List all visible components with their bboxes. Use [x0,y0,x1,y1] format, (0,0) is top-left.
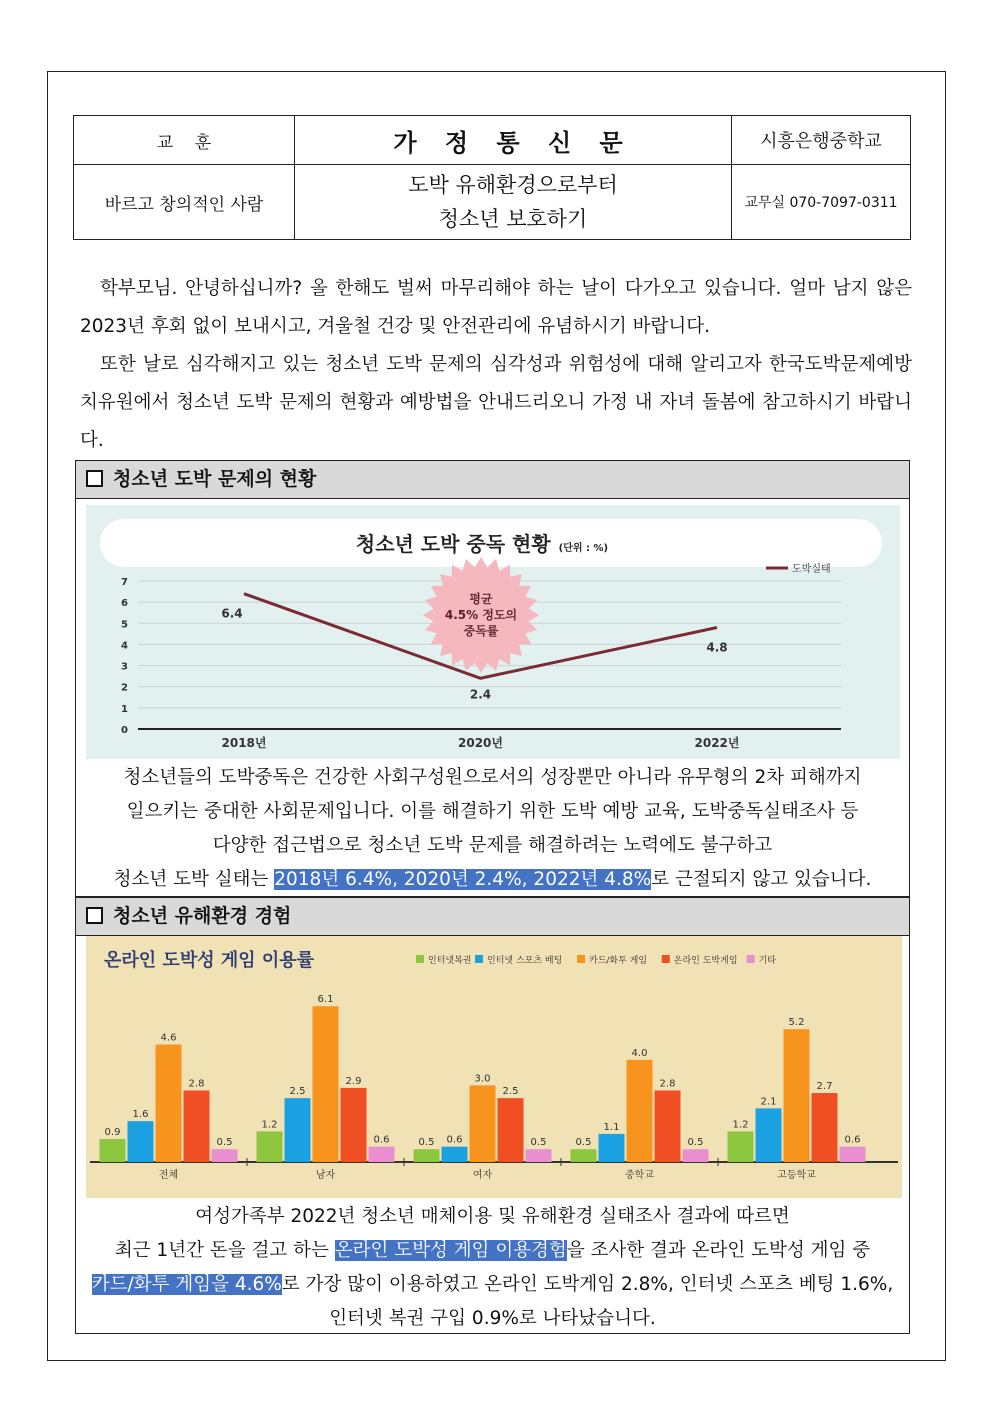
bar-value-label: 2.5 [289,1086,306,1098]
legend-label: 카드/화투 게임 [589,956,648,966]
section-1-caption [76,761,909,897]
legend-swatch [577,955,585,963]
data-label: 2.4 [469,687,492,702]
bar-고등학교-인터넷 스포츠 배팅 [756,1108,782,1162]
bar-중학교-온라인 도박게임 [655,1090,681,1162]
y-tick-label: 1 [121,703,128,715]
section-1-heading: 청소년 도박 문제의 현황 [75,460,910,499]
bar-여자-카드/화투 게임 [470,1085,496,1162]
y-tick-label: 7 [121,577,128,588]
data-label: 4.8 [706,640,728,655]
legend-swatch [475,955,483,963]
bar-여자-인터넷복권 [414,1149,440,1162]
bar-value-label: 0.5 [687,1137,704,1149]
section-2-heading: 청소년 유해환경 경험 [75,897,910,936]
category-label: 남자 [315,1170,336,1181]
caption-line: 인터넷 복권 구입 0.9%로 나타났습니다. [329,1308,656,1329]
bar-고등학교-인터넷복권 [728,1131,754,1162]
bar-전체-카드/화투 게임 [156,1045,182,1162]
chart-title: 청소년 도박 중독 현황 (단위 : %) [355,532,609,556]
bar-고등학교-온라인 도박게임 [812,1093,838,1162]
motto-label: 교 훈 [74,116,295,165]
bar-중학교-인터넷복권 [571,1149,597,1162]
bar-value-label: 0.6 [844,1134,861,1146]
section-1-body [75,499,910,897]
caption-line: 청소년들의 도박중독은 건강한 사회구성원으로서의 성장뿐만 아니라 유무형의 2차 피해까지 [123,767,862,788]
bar-남자-카드/화투 게임 [313,1006,339,1162]
bar-고등학교-카드/화투 게임 [784,1029,810,1162]
y-tick-label: 3 [121,661,128,673]
bar-value-label: 0.5 [575,1137,592,1149]
legend-swatch [747,955,755,963]
bar-중학교-인터넷 스포츠 배팅 [599,1134,625,1162]
school-motto: 바르고 창의적인 사람 [74,165,295,240]
online-gambling-bar-chart [86,936,902,1198]
section-2-body [75,936,910,1334]
bar-value-label: 4.0 [631,1047,648,1059]
bar-여자-기타 [526,1149,552,1162]
bar-value-label: 5.2 [788,1017,805,1029]
bar-value-label: 0.9 [104,1127,121,1139]
intro-text [80,270,912,460]
chart-title: 온라인 도박성 게임 이용률 [104,950,315,971]
x-tick-label: 2020년 [458,736,503,750]
letter-subtitle: 도박 유해환경으로부터 청소년 보호하기 [295,165,732,240]
bar-남자-인터넷 스포츠 배팅 [285,1098,311,1162]
y-tick-label: 4 [121,640,128,652]
bar-value-label: 6.1 [317,994,334,1006]
checkbox-square-icon [86,470,103,487]
letter-title: 가 정 통 신 문 [295,116,732,165]
bar-여자-인터넷 스포츠 배팅 [442,1147,468,1162]
school-name: 시흥은행중학교 [732,116,911,165]
badge-text: 중독률 [463,624,499,638]
bar-남자-인터넷복권 [257,1131,283,1162]
caption-line: 카드/화투 게임을 4.6%로 가장 많이 이용하였고 온라인 도박게임 2.8%, 인터넷 스포츠 베팅 1.6%, [91,1274,894,1295]
bar-value-label: 0.6 [373,1134,390,1146]
bar-value-label: 2.1 [760,1096,777,1108]
bar-전체-기타 [212,1149,238,1162]
legend-label: 인터넷복권 [428,956,472,966]
letter-header-table [73,115,911,240]
bar-value-label: 4.6 [160,1032,177,1044]
x-tick-label: 2018년 [221,736,267,750]
y-tick-label: 5 [121,619,128,631]
legend-swatch [416,955,424,963]
x-tick-label: 2022년 [694,736,740,750]
bar-value-label: 2.9 [345,1075,362,1087]
category-label: 중학교 [625,1170,654,1181]
bar-value-label: 0.5 [530,1137,547,1149]
legend-label: 온라인 도박게임 [673,956,738,966]
bar-전체-인터넷복권 [100,1139,126,1162]
legend-label: 기타 [758,956,776,966]
chart-unit-label: (단위 : %) [558,543,609,554]
bar-고등학교-기타 [840,1147,866,1162]
caption-line: 다양한 접근법으로 청소년 도박 문제를 해결하려는 노력에도 불구하고 [212,835,773,856]
bar-value-label: 0.5 [216,1137,233,1149]
bar-전체-온라인 도박게임 [184,1090,210,1162]
highlighted-stat: 카드/화투 게임을 4.6% [91,1274,282,1295]
bar-전체-인터넷 스포츠 배팅 [128,1121,154,1162]
caption-line: 최근 1년간 돈을 걸고 하는 온라인 도박성 게임 이용경험을 조사한 결과 온라인 도박성 게임 중 [114,1240,871,1261]
bar-chart-panel [86,936,902,1198]
bar-value-label: 3.0 [474,1073,491,1085]
category-label: 여자 [472,1170,493,1181]
bar-중학교-카드/화투 게임 [627,1060,653,1162]
y-tick-label: 6 [121,598,128,610]
bar-value-label: 1.6 [132,1109,149,1121]
bar-남자-기타 [369,1147,395,1162]
caption-line: 청소년 도박 실태는 2018년 6.4%, 2020년 2.4%, 2022년 4.8%로 근절되지 않고 있습니다. [113,869,872,890]
legend-label: 도박실태 [792,564,831,575]
caption-line: 여성가족부 2022년 청소년 매체이용 및 유해환경 실태조사 결과에 따르면 [195,1206,790,1227]
bar-value-label: 1.2 [261,1119,278,1131]
highlighted-phrase: 온라인 도박성 게임 이용경험 [334,1240,567,1261]
bar-value-label: 1.2 [732,1119,749,1131]
bar-value-label: 2.5 [502,1086,519,1098]
y-tick-label: 0 [121,725,128,736]
bar-value-label: 1.1 [603,1121,620,1133]
legend-label: 인터넷 스포츠 배팅 [487,956,563,966]
highlighted-stats: 2018년 6.4%, 2020년 2.4%, 2022년 4.8% [274,869,652,890]
bar-value-label: 2.8 [659,1078,676,1090]
section-2-caption [76,1200,909,1336]
intro-paragraph-2: 또한 날로 심각해지고 있는 청소년 도박 문제의 심각성과 위험성에 대해 알리고자 한국도박문제예방치유원에서 청소년 도박 문제의 현황과 예방법을 안내드리오니 가정 내 자녀 돌봄에 참고하시기 바랍니다. [80,354,912,451]
badge-text: 평균 [469,592,493,606]
checkbox-square-icon [86,907,103,924]
contact-info: 교무실 070-7097-0311 [732,165,911,240]
gambling-addiction-line-chart [86,505,900,759]
intro-paragraph-1: 학부모님. 안녕하십니까? 올 한해도 벌써 마무리해야 하는 날이 다가오고 있습니다. 얼마 남지 않은 2023년 후회 없이 보내시고, 겨울철 건강 및 안전관리에 유념하시기 바랍니다. [80,278,912,337]
bar-value-label: 0.6 [446,1134,463,1146]
bar-value-label: 2.8 [188,1078,205,1090]
category-label: 전체 [158,1170,179,1181]
bar-남자-온라인 도박게임 [341,1088,367,1162]
line-chart-panel [86,505,900,759]
bar-중학교-기타 [683,1149,709,1162]
data-label: 6.4 [221,606,243,621]
category-label: 고등학교 [777,1170,816,1181]
y-tick-label: 2 [121,682,128,694]
caption-line: 일으키는 중대한 사회문제입니다. 이를 해결하기 위한 도박 예방 교육, 도박중독실태조사 등 [126,801,859,822]
bar-여자-온라인 도박게임 [498,1098,524,1162]
legend-swatch [662,955,670,963]
bar-value-label: 2.7 [816,1081,833,1093]
bar-value-label: 0.5 [418,1137,435,1149]
badge-text: 4.5% 정도의 [444,608,518,622]
